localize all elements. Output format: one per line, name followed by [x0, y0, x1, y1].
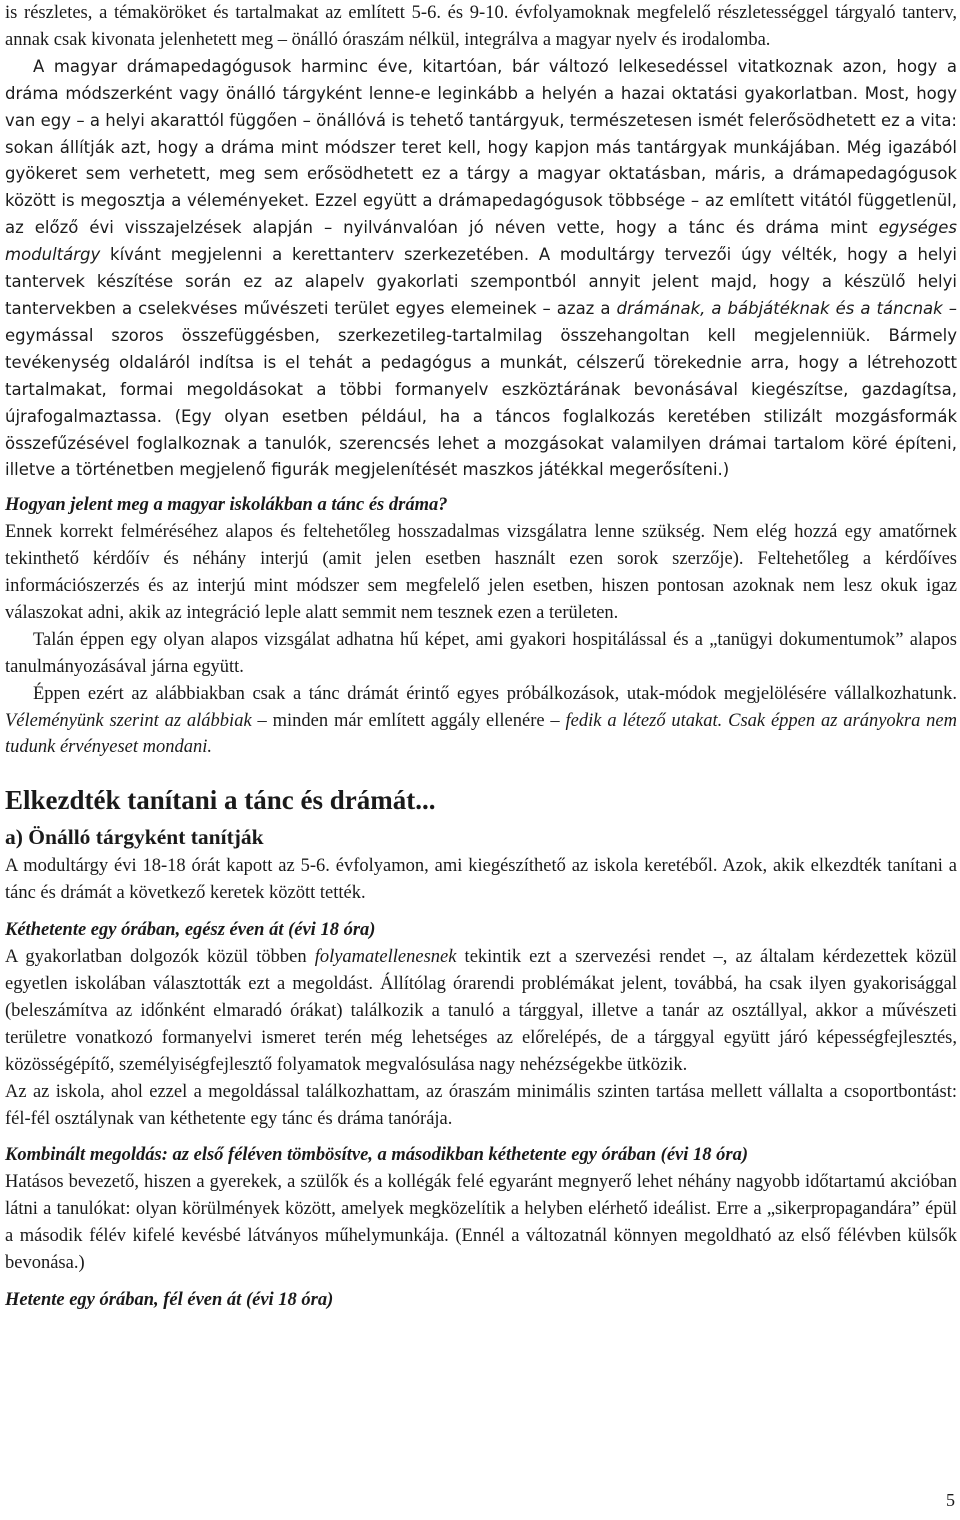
emphasis-paths: fedik a létező utakat. Csak éppen az arányokra nem tudunk érvényeset mondani.: [5, 710, 958, 758]
paragraph-drama-debate-text-3: – egymással szoros összefüggésben, szerkezetileg-tartalmilag összehangoltan kell megjelenniük. Bármely tevékenység oldaláról indítsa is el tehát a pedagógus a munkát, célszerű törekednie arra, hogy a létrehozott tartalmakat, formai megoldásokat a többi formanyelv eszköztárának bevonásával kiegészítse, gazdagítsa, újrafogalmaztassa. (Egy olyan esetben például, ha a táncos foglalkozás keretében stilizált mozgásformák összefűzésével foglalkoznak a tanulók, szerencsés lehet a mozgásokat valamilyen drámai tartalom köré építeni, illetve a történetben megjelenő figurák megjelenítését maszkos játékkal megerősíteni.): [5, 298, 957, 480]
sub-heading-standalone: a) Önálló tárgyként tanítják: [5, 825, 264, 850]
paragraph-drama-debate-sans: A magyar drámapedagógusok harminc éve, kitartóan, bár változó lelkesedéssel vitatkoznak azon, hogy a dráma módszerként vagy önálló tárgyként lenne-e leginkább a helyén a hazai oktatási gyakorlatban.: [5, 56, 957, 103]
paragraph-drama-debate-text: Most, hogy van egy – a helyi akarattól függően – önállóvá is tehető tantárgyuk, természetesen ismét felerősödhetett ez a vita: sokan állítják azt, hogy a dráma mint módszer teret kell, hogy kapjon más tantárgyak munkájában. Még igazából gyökeret sem verhetett, meg sem erősödhetett ez a tárgy a magyar oktatásban, máris, a drámapedagógusok között is megosztja a véleményeket. Ezzel együtt a drámapedagógusok többsége – az említett vitától függetlenül, az előző évi visszajelzések alapján – nyilvánvalóan jó néven vette, hogy a tánc és dráma mint: [5, 83, 957, 238]
document-page: [5, 0, 957, 1314]
paragraph-survey: Ennek korrekt felméréséhez alapos és feltehetőleg hosszadalmas vizsgálatra lenne szükség. Nem elég hozzá egy amatőrnek tekinthető kérdőív és néhány interjú (amit jelen esetben használt ezen sorok szerzője). Feltehetőleg a kérdőíves információszerzés és az interjú mint módszer sem megfelelő jelen esetben, hiszen pontosan azoknak nem lesz okuk igaz válaszokat adni, akik az integráció leple alatt semmit nem tesznek ezen a területen.: [5, 522, 957, 623]
heading-weekly: Hetente egy órában, fél éven át (évi 18 óra): [5, 1289, 334, 1310]
paragraph-drama-debate-text-2: kívánt megjelenni a kerettanterv szerkezetében. A modultárgy tervezői úgy vélték, hogy a helyi tantervek készítése során ez az alapelv gyakorlati szempontból annyit jelent majd, hogy a készülő helyi tantervekben a cselekvéses művészeti terület egyes elemeinek – azaz a: [5, 245, 957, 318]
paragraph-attempts-text-2: – minden már említett aggály ellenére –: [251, 710, 566, 731]
emphasis-folyamatellenes: folyamatellenesnek: [314, 947, 457, 968]
emphasis-drama-bab-tanc: drámának, a bábjátéknak és a táncnak: [616, 298, 943, 318]
emphasis-modultargy: egységes modultárgy: [5, 218, 957, 265]
page-number: 5: [946, 1490, 955, 1510]
main-heading: Elkezdték tanítani a tánc és drámát...: [5, 785, 436, 816]
emphasis-opinion: Véleményünk szerint az alábbiak: [5, 710, 252, 731]
paragraph-intro: is részletes, a témaköröket és tartalmakat az említett 5-6. és 9-10. évfolyamoknak megfelelő részletességgel tárgyaló tanterv, annak csak kivonata jelenhetett meg – önálló óraszám nélkül, integrálva a magyar nyelv és irodalomba.: [5, 3, 957, 50]
heading-biweekly: Kéthetente egy órában, egész éven át (évi 18 óra): [5, 920, 376, 941]
question-heading: Hogyan jelent meg a magyar iskolákban a tánc és dráma?: [5, 495, 448, 516]
paragraph-drama-debate: [5, 54, 957, 485]
paragraph-modultargy-hours: A modultárgy évi 18-18 órát kapott az 5-6. évfolyamon, ami kiegészíthető az iskola keretéből. Azok, akik elkezdték tanítani a tánc és drámát a következő keretek között tették.: [5, 856, 957, 904]
paragraph-biweekly-text: A gyakorlatban dolgozók közül többen: [5, 947, 315, 968]
paragraph-biweekly: [5, 944, 957, 1079]
paragraph-biweekly-text-2: tekintik ezt a szervezési rendet –, az általam kérdezettek közül egyetlen iskolában választották ezt a megoldást. Állítólag órarendi problémákat jelent, továbbá, ha csak ilyen gyakorisággal (beleszámítva az időnként elmaradó órákat) találkozik a tanuló a tárggyal, illetve a tanár az osztállyal, akkor a művészeti területre vonatkozó formanyelvi ismeret terén még lehetséges az előrelépés, de a tárggyal együtt járó képességfejlesztés, közösségépítő, személyiségfejlesztő folyamatok megvalósulása nagy nehézségekbe ütközik.: [5, 947, 957, 1075]
paragraph-attempts-text: Éppen ezért az alábbiakban csak a tánc drámát érintő egyes próbálkozások, utak-módok megjelölésére vállalkozhatunk.: [33, 683, 957, 704]
paragraph-investigation: Talán éppen egy olyan alapos vizsgálat adhatna hű képet, ami gyakori hospitálással és a „tanügyi dokumentumok” alapos tanulmányozásával járna együtt.: [5, 629, 957, 677]
heading-combined: Kombinált megoldás: az első féléven tömbösítve, a másodikban kéthetente egy órában (évi 18 óra): [5, 1145, 749, 1166]
paragraph-attempts: [5, 681, 957, 762]
paragraph-combined: Hatásos bevezető, hiszen a gyerekek, a szülők és a kollégák felé egyaránt megnyerő lehet néhány nagyobb időtartamú akcióban látni a tanulókat: olyan körülmények között, amelyek megközelítik a helyben elérhető ideálist. Erre a „sikerpropagandára” épül a második félév kifelé kevésbé látványos műhelymunkája. (Ennél a változatnál könnyen megoldható az első félévben külsők bevonása.): [5, 1172, 957, 1274]
paragraph-school-example: Az az iskola, ahol ezzel a megoldással találkozhattam, az óraszám minimális szinten tartása mellett vállalta a csoportbontást: fél-fél osztálynak van kéthetente egy tánc és dráma tanórája.: [5, 1081, 957, 1129]
